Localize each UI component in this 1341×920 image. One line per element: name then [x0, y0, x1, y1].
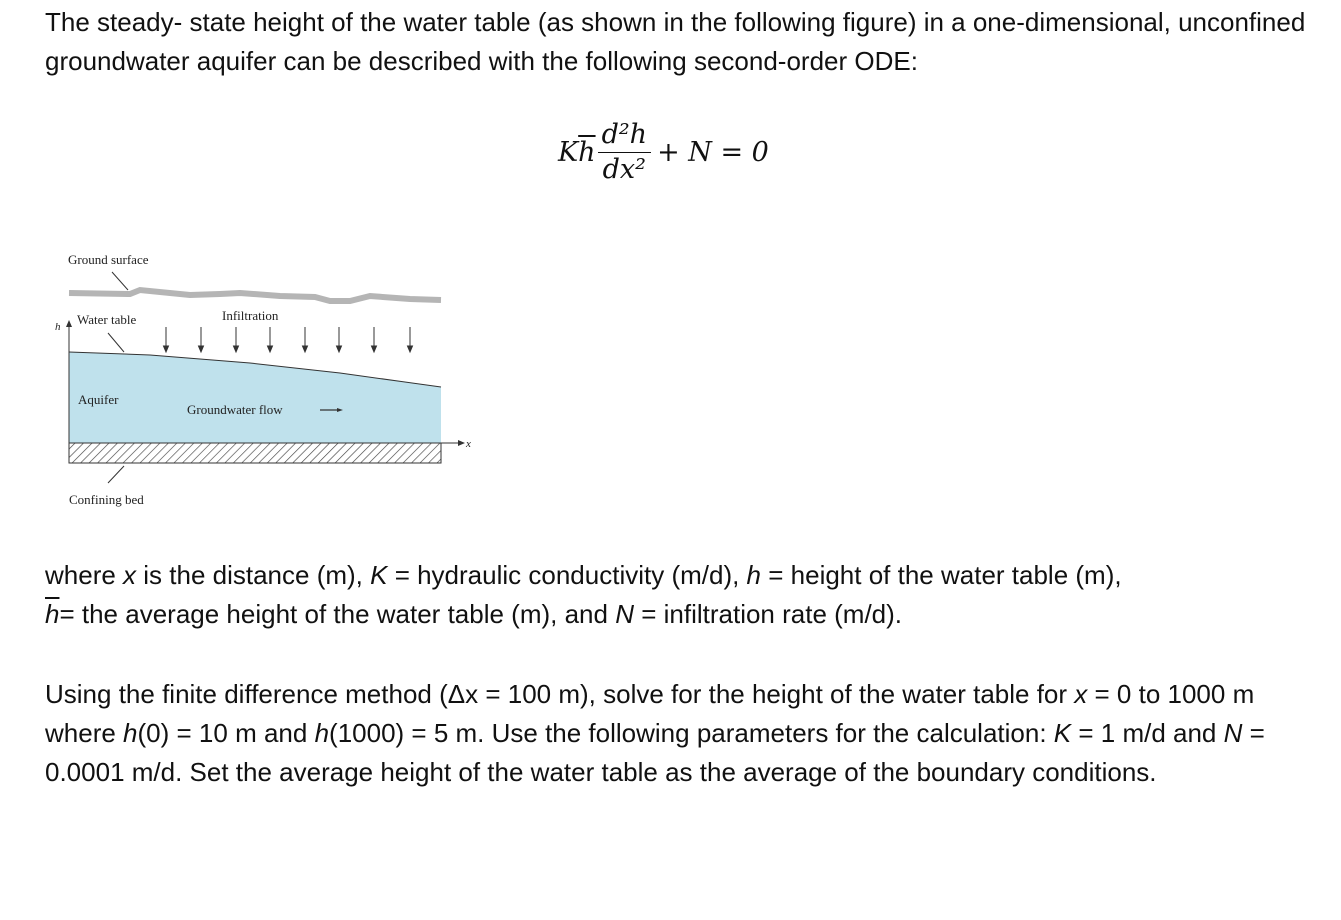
eq-fraction [598, 118, 652, 187]
water-table-pointer [108, 333, 124, 352]
text: Using the finite difference method (Δx = 100 m), solve for the height of the water table for [45, 679, 1075, 709]
var-h: h [314, 718, 330, 748]
var-N: N [1223, 718, 1243, 748]
eq-rest: + N = 0 [657, 137, 769, 168]
var-K: K [370, 560, 388, 590]
text: = 0.0001 m/d. Set the average height of the water table as the average of the boundary conditions. [45, 718, 1265, 787]
task-paragraph [45, 675, 1315, 792]
text: (1000) = 5 m. Use the following parameters for the calculation: [329, 718, 1054, 748]
confining-pointer [108, 466, 124, 483]
text: = the average height of the water table (m), and [59, 599, 616, 629]
var-x: x [123, 560, 137, 590]
x-axis-arrow-icon [458, 440, 465, 446]
aquifer-figure [0, 0, 500, 520]
var-hbar: $\overline{h}$ [45, 599, 60, 629]
var-h: h [123, 718, 138, 748]
confining-bed [69, 443, 441, 463]
text: = height of the water table (m), [761, 560, 1122, 590]
label-confining-bed: Confining bed [69, 492, 144, 507]
text: = hydraulic conductivity (m/d), [387, 560, 747, 590]
var-x: x [1074, 679, 1088, 709]
text: (0) = 10 m and [137, 718, 315, 748]
intro-paragraph: The steady- state height of the water table (as shown in the following figure) in a one-dimensional, unconfined groundwater aquifer can be described with the following second-order ODE: [45, 7, 1306, 76]
eq-numerator: d²h [598, 118, 652, 153]
ode-equation [558, 118, 769, 187]
label-infiltration: Infiltration [222, 308, 279, 323]
h-axis-arrow-icon [66, 320, 72, 327]
text: = infiltration rate (m/d). [633, 599, 903, 629]
text: is the distance (m), [136, 560, 371, 590]
label-h-axis: h [55, 321, 61, 333]
eq-hbar: $\overline{h}$ [578, 137, 596, 168]
label-x-axis: x [466, 438, 471, 450]
ground-pointer [112, 272, 128, 290]
label-aquifer: Aquifer [78, 392, 119, 407]
infiltration-arrows [164, 327, 413, 352]
ground-surface-line [69, 290, 441, 301]
var-N: N [615, 599, 634, 629]
definitions-paragraph [45, 556, 1315, 634]
eq-denominator: dx² [602, 154, 646, 185]
var-K: K [1053, 718, 1072, 748]
var-h: h [746, 560, 762, 590]
aquifer-region [69, 352, 441, 443]
label-water-table: Water table [77, 312, 137, 327]
label-groundwater-flow: Groundwater flow [187, 402, 283, 417]
eq-K: K [558, 137, 579, 168]
label-ground-surface: Ground surface [68, 252, 149, 267]
text: = 1 m/d and [1071, 718, 1224, 748]
text: = 0 to 1000 m where [45, 679, 1255, 748]
text: where [45, 560, 124, 590]
